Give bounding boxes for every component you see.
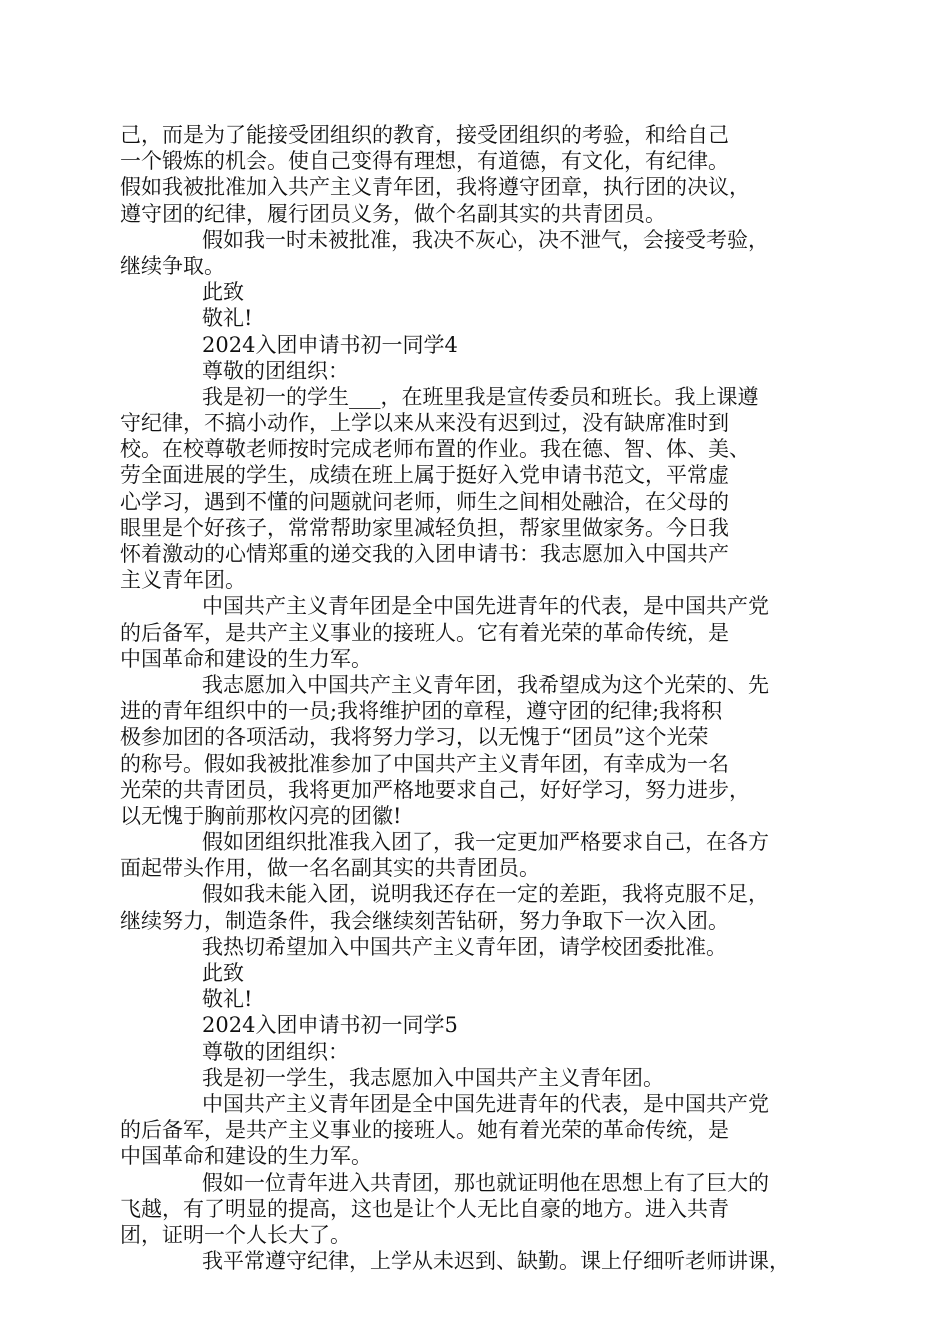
text-line: 的后备军，是共产主义事业的接班人。她有着光荣的革命传统，是 [120,1118,729,1143]
text-line: 遵守团的纪律，履行团员义务，做个名副其实的共青团员。 [120,201,666,226]
text-line: 我平常遵守纪律，上学从未迟到、缺勤。课上仔细听老师讲课， [202,1249,790,1274]
text-line: 团，证明一个人长大了。 [120,1222,351,1247]
text-line: 中国革命和建设的生力军。 [120,1144,372,1169]
text-line: 校。在校尊敬老师按时完成老师布置的作业。我在德、智、体、美、 [120,437,750,462]
text-line: 以无愧于胸前那枚闪亮的团徽! [120,803,402,828]
text-line: 面起带头作用，做一名名副其实的共青团员。 [120,856,540,881]
text-line: 心学习，遇到不懂的问题就问老师，师生之间相处融洽，在父母的 [120,489,729,514]
text-line: 我是初一的学生___，在班里我是宣传委员和班长。我上课遵 [202,384,759,409]
text-line: 敬礼! [202,306,253,331]
document-body [120,122,828,1274]
text-line: 此致 [202,961,244,985]
text-line: 继续努力，制造条件，我会继续刻苦钻研，努力争取下一次入团。 [120,908,729,933]
text-line: 我热切希望加入中国共产主义青年团，请学校团委批准。 [202,934,727,959]
text-line: 中国共产主义青年团是全中国先进青年的代表，是中国共产党 [202,594,769,619]
text-line: 尊敬的团组织： [202,1039,349,1064]
text-line: 飞越，有了明显的提高，这也是让个人无比自豪的地方。进入共青 [120,1196,729,1221]
text-line: 怀着激动的心情郑重的递交我的入团申请书：我志愿加入中国共产 [120,542,729,566]
text-line: 我志愿加入中国共产主义青年团，我希望成为这个光荣的、先 [202,672,769,697]
text-line: 敬礼! [202,987,253,1012]
text-line: 的后备军，是共产主义事业的接班人。它有着光荣的革命传统，是 [120,620,729,645]
text-line: 2024入团申请书初一同学5 [202,1013,458,1038]
text-line: 的称号。假如我被批准参加了中国共产主义青年团，有幸成为一名 [120,751,729,776]
text-line: 光荣的共青团员，我将更加严格地要求自己，好好学习，努力进步， [120,777,750,802]
text-line: 进的青年组织中的一员;我将维护团的章程，遵守团的纪律;我将积 [120,699,723,724]
text-line: 2024入团申请书初一同学4 [202,332,458,357]
text-line: 主义青年团。 [120,568,246,593]
text-line: 假如我被批准加入共产主义青年团，我将遵守团章，执行团的决议， [120,175,750,200]
text-line: 假如团组织批准我入团了，我一定更加严格要求自己，在各方 [202,830,769,855]
text-line: 假如一位青年进入共青团，那也就证明他在思想上有了巨大的 [202,1170,769,1195]
text-line: 中国共产主义青年团是全中国先进青年的代表，是中国共产党 [202,1091,769,1116]
text-line: 我是初一学生，我志愿加入中国共产主义青年团。 [202,1065,664,1090]
text-line: 极参加团的各项活动，我将努力学习，以无愧于“团员”这个光荣 [120,725,709,750]
text-line: 劳全面进展的学生，成绩在班上属于挺好入党申请书范文，平常虚 [120,463,729,488]
text-line: 此致 [202,280,244,305]
text-line: 己，而是为了能接受团组织的教育，接受团组织的考验，和给自己 [120,123,729,147]
text-line: 守纪律，不搞小动作，上学以来从来没有迟到过，没有缺席准时到 [120,411,729,436]
text-line: 尊敬的团组织： [202,358,349,383]
text-line: 一个锻炼的机会。使自己变得有理想，有道德，有文化，有纪律。 [120,149,729,174]
text-line: 中国革命和建设的生力军。 [120,646,372,671]
text-line: 假如我未能入团，说明我还存在一定的差距，我将克服不足， [202,882,769,907]
text-line: 假如我一时未被批准，我决不灰心，决不泄气，会接受考验， [202,227,769,252]
text-line: 眼里是个好孩子，常常帮助家里减轻负担，帮家里做家务。今日我 [120,515,729,540]
text-line: 继续争取。 [120,253,225,278]
